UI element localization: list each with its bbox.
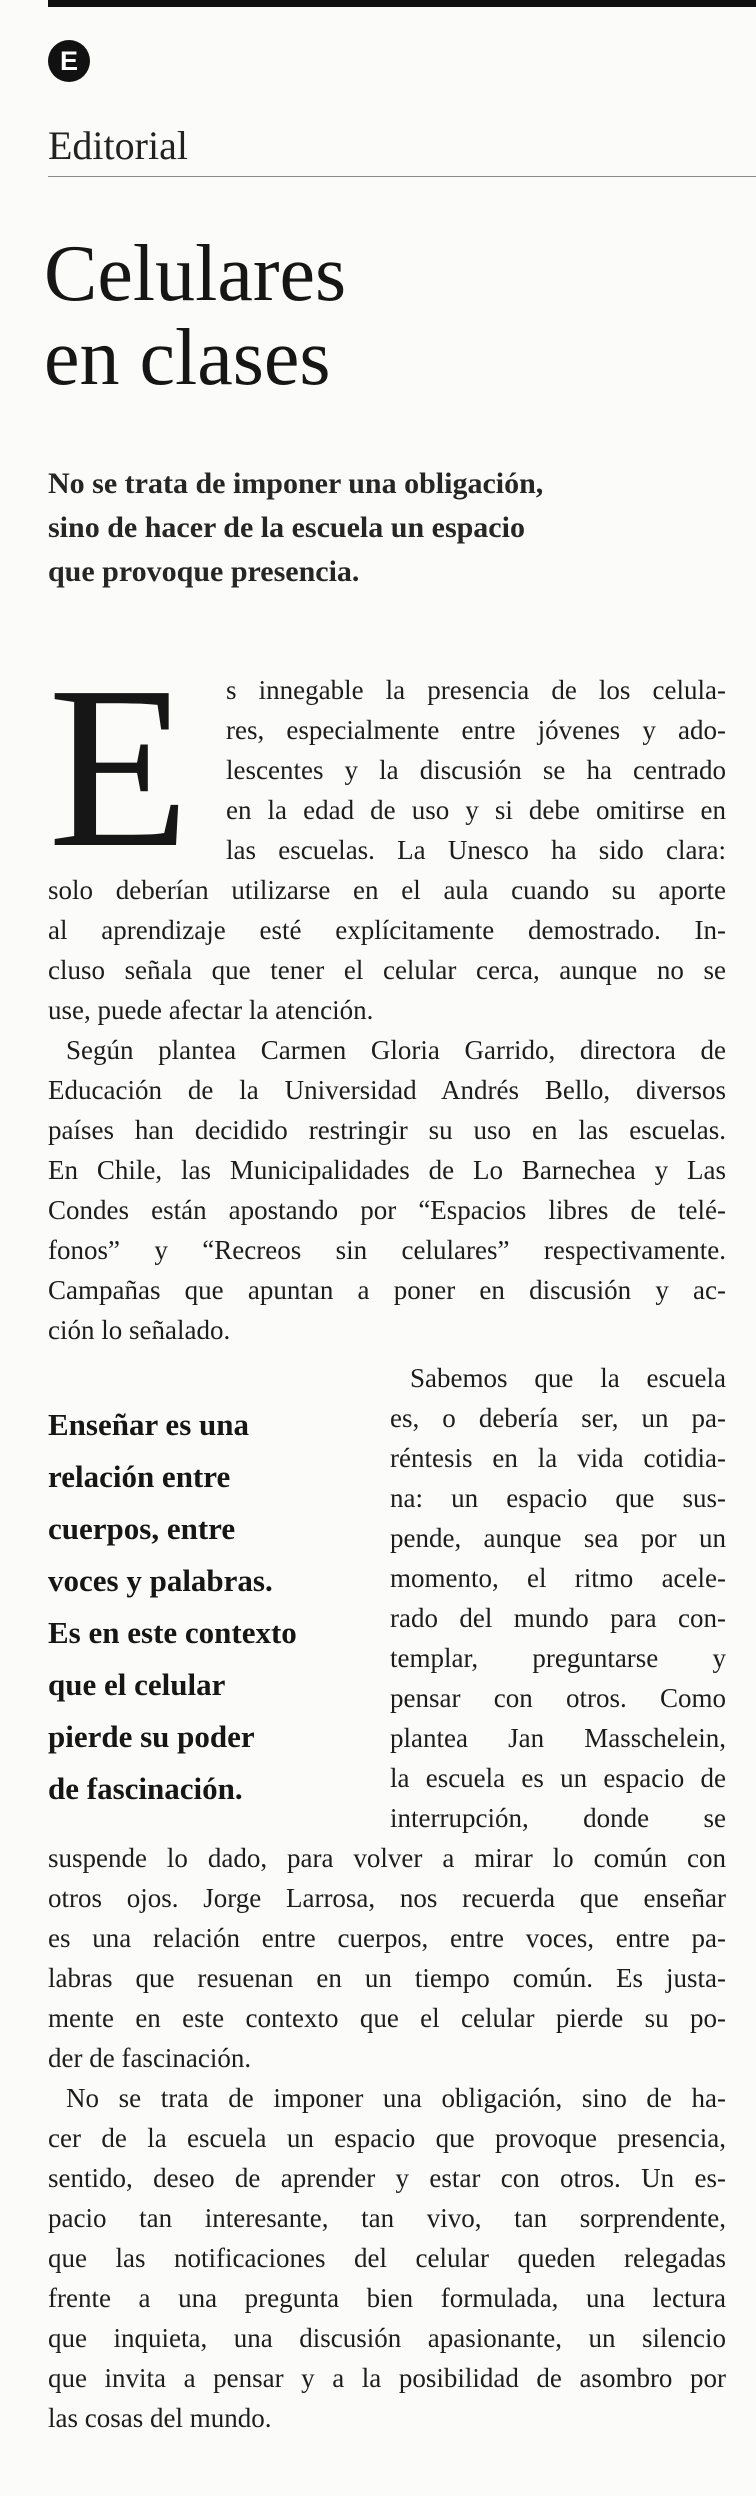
body-line: fonos” y “Recreos sin celulares” respectivamente. [48,1235,726,1265]
body-line: sentido, deseo de aprender y estar con otros. Un es- [48,2163,726,2193]
body-line: labras que resuenan en un tiempo común. Es justa- [48,1963,726,1993]
body-line: na: un espacio que sus- [390,1483,726,1513]
body-line: mente en este contexto que el celular pierde su po- [48,2003,726,2033]
body-line: plantea Jan Masschelein, [390,1723,726,1753]
body-line: réntesis en la vida cotidia- [390,1443,726,1473]
headline-line: Celulares [44,230,347,318]
body-line: ción lo señalado. [48,1315,231,1345]
body-line: rado del mundo para con- [390,1603,726,1633]
body-line: en la edad de uso y si debe omitirse en [226,795,726,825]
body-line: lescentes y la discusión se ha centrado [226,755,726,785]
body-line: que las notificaciones del celular queden relegadas [48,2243,726,2273]
body-line: s innegable la presencia de los celula- [226,675,726,705]
pull-quote-line: cuerpos, entre [48,1511,236,1546]
deck-line: No se trata de imponer una obligación, [48,467,544,500]
body-line: cer de la escuela un espacio que provoque presencia, [48,2123,726,2153]
headline-line: en clases [44,314,331,402]
body-line: pacio tan interesante, tan vivo, tan sorprendente, [48,2203,726,2233]
body-line: templar, preguntarse y [390,1643,726,1673]
body-line: En Chile, las Municipalidades de Lo Barnechea y Las [48,1155,726,1185]
deck-line: sino de hacer de la escuela un espacio [48,511,525,544]
body-line: Sabemos que la escuela [410,1363,726,1393]
body-line: es una relación entre cuerpos, entre voces, entre pa- [48,1923,726,1953]
body-line: es, o debería ser, un pa- [390,1403,726,1433]
body-line: Según plantea Carmen Gloria Garrido, directora de [66,1035,726,1065]
body-line: use, puede afectar la atención. [48,995,374,1025]
drop-cap: E [48,639,190,896]
body-line: Condes están apostando por “Espacios libres de telé- [48,1195,726,1225]
body-line: otros ojos. Jorge Larrosa, nos recuerda que enseñar [48,1883,726,1913]
body-line: Campañas que apuntan a poner en discusión y ac- [48,1275,726,1305]
pull-quote-line: que el celular [48,1667,226,1702]
body-line: la escuela es un espacio de [390,1763,726,1793]
section-divider [48,176,756,177]
body-line: der de fascinación. [48,2043,252,2073]
body-line: momento, el ritmo acele- [390,1563,726,1593]
body-line: las escuelas. La Unesco ha sido clara: [226,835,726,865]
body-line: Educación de la Universidad Andrés Bello, diversos [48,1075,726,1105]
pull-quote-line: pierde su poder [48,1719,255,1754]
body-line: que inquieta, una discusión apasionante, un silencio [48,2323,726,2353]
pull-quote-line: Es en este contexto [48,1615,297,1650]
section-label: Editorial [48,123,188,168]
body-line: res, especialmente entre jóvenes y ado- [226,715,726,745]
body-line: No se trata de imponer una obligación, sino de ha- [66,2083,726,2113]
top-rule [48,0,756,7]
body-line: las cosas del mundo. [48,2403,272,2433]
pull-quote-line: voces y palabras. [48,1563,273,1598]
body-line: países han decidido restringir su uso en las escuelas. [48,1115,726,1145]
deck [48,462,728,594]
body-line: frente a una pregunta bien formulada, una lectura [48,2283,726,2313]
section-badge: E [48,40,90,82]
headline [44,232,744,400]
body-line: cluso señala que tener el celular cerca, aunque no se [48,955,726,985]
body-line: al aprendizaje esté explícitamente demostrado. In- [48,915,726,945]
body-line: pensar con otros. Como [390,1683,726,1713]
body-line: suspende lo dado, para volver a mirar lo común con [48,1843,726,1873]
body-line: interrupción, donde se [390,1803,726,1833]
body-line: solo deberían utilizarse en el aula cuando su aporte [48,875,726,905]
pull-quote-line: de fascinación. [48,1771,243,1806]
body-line: que invita a pensar y a la posibilidad de asombro por [48,2363,726,2393]
pull-quote-line: relación entre [48,1459,231,1494]
deck-line: que provoque presencia. [48,555,360,588]
body-line: pende, aunque sea por un [390,1523,726,1553]
pull-quote-line: Enseñar es una [48,1407,249,1442]
